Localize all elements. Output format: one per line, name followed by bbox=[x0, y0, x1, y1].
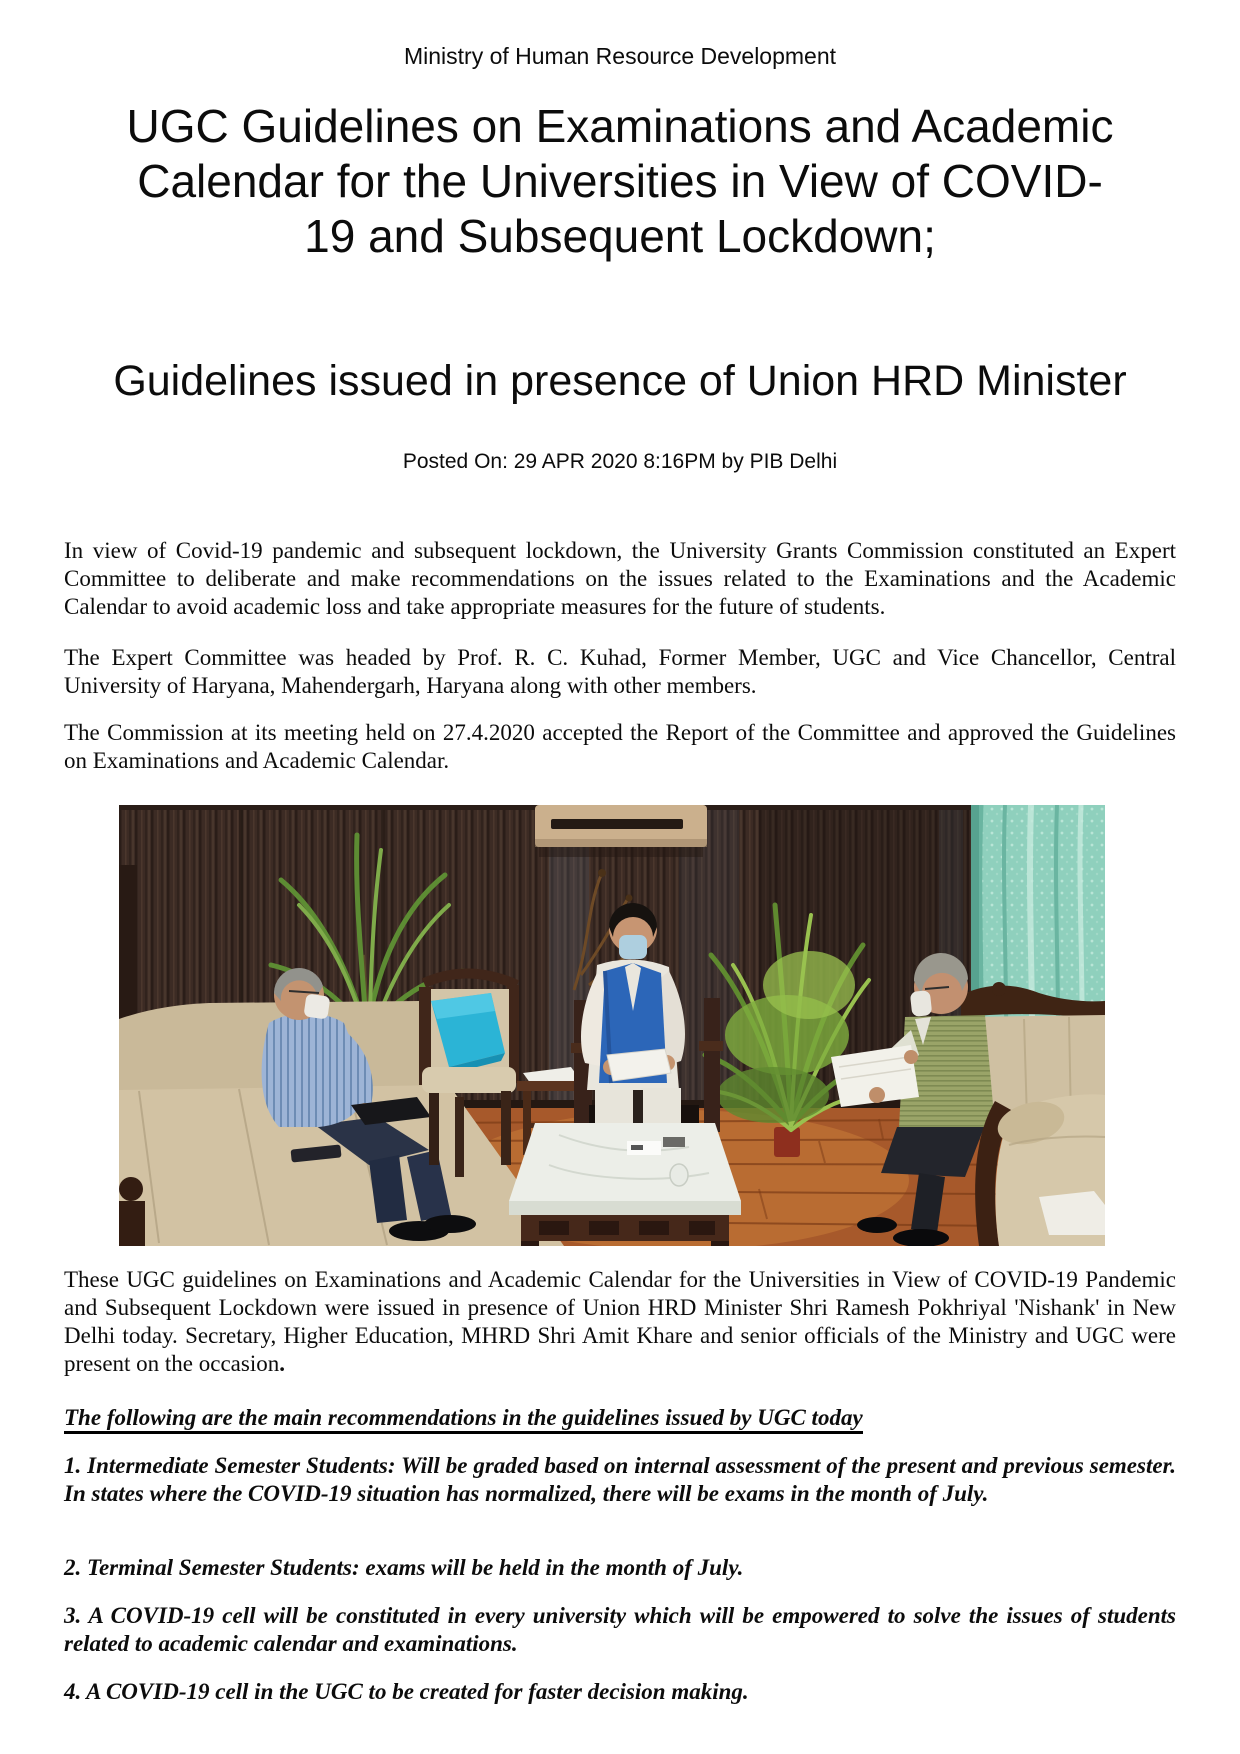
paragraph-issued-text: These UGC guidelines on Examinations and Academic Calendar for the Universities in View of COVID-19 Pandemic and Subsequent Lockdown were issued in presence of Union HRD Minister Shri Ramesh Pokhriyal 'Nishank' in New Delhi today. Secretary, Higher Education, MHRD Shri Amit Khare and senior officials of the Ministry and UGC were present on the occasion bbox=[64, 1267, 1176, 1376]
paragraph-committee: The Expert Committee was headed by Prof. R. C. Kuhad, Former Member, UGC and Vice Chancellor, Central University of Haryana, Mahendergarh, Haryana along with other members. bbox=[64, 645, 1176, 698]
paragraph-issued-period: . bbox=[279, 1351, 285, 1376]
page-title bbox=[64, 99, 1176, 264]
paragraph-commission: The Commission at its meeting held on 27.4.2020 accepted the Report of the Committee and approved the Guidelines on Examinations and Academic Calendar. bbox=[64, 720, 1176, 773]
page-title-text: UGC Guidelines on Examinations and Academic Calendar for the Universities in View of COVID-19 and Subsequent Lockdown; bbox=[126, 100, 1114, 262]
foreground-armchair bbox=[975, 1094, 1105, 1246]
posted-on-line: Posted On: 29 APR 2020 8:16PM by PIB Delhi bbox=[402, 450, 838, 473]
page-subtitle: Guidelines issued in presence of Union HRD Minister bbox=[113, 357, 1127, 405]
recommendation-item-4: 4. A COVID-19 cell in the UGC to be created for faster decision making. bbox=[64, 1679, 749, 1704]
recommendation-item-1: 1. Intermediate Semester Students: Will be graded based on internal assessment of the present and previous semester. In states where the COVID-19 situation has normalized, there will be exams in the month of July. bbox=[64, 1453, 1176, 1506]
paragraph-issued bbox=[64, 1266, 1176, 1378]
paragraph-intro: In view of Covid-19 pandemic and subsequent lockdown, the University Grants Commission constituted an Expert Committee to deliberate and make recommendations on the issues related to the Examinations and the Academic Calendar to avoid academic loss and take appropriate measures for the future of students. bbox=[64, 538, 1176, 619]
recommendations-heading bbox=[64, 1404, 1176, 1432]
recommendations-heading-text: The following are the main recommendations in the guidelines issued by UGC today bbox=[64, 1405, 863, 1434]
coffee-table bbox=[509, 1123, 741, 1246]
ac-unit bbox=[535, 805, 707, 857]
recommendation-item-2: 2. Terminal Semester Students: exams will be held in the month of July. bbox=[64, 1555, 744, 1580]
recommendation-item-3: 3. A COVID-19 cell will be constituted in every university which will be empowered to solve the issues of students related to academic calendar and examinations. bbox=[64, 1603, 1176, 1656]
ministry-header: Ministry of Human Resource Development bbox=[403, 43, 837, 69]
meeting-photo bbox=[119, 805, 1105, 1246]
